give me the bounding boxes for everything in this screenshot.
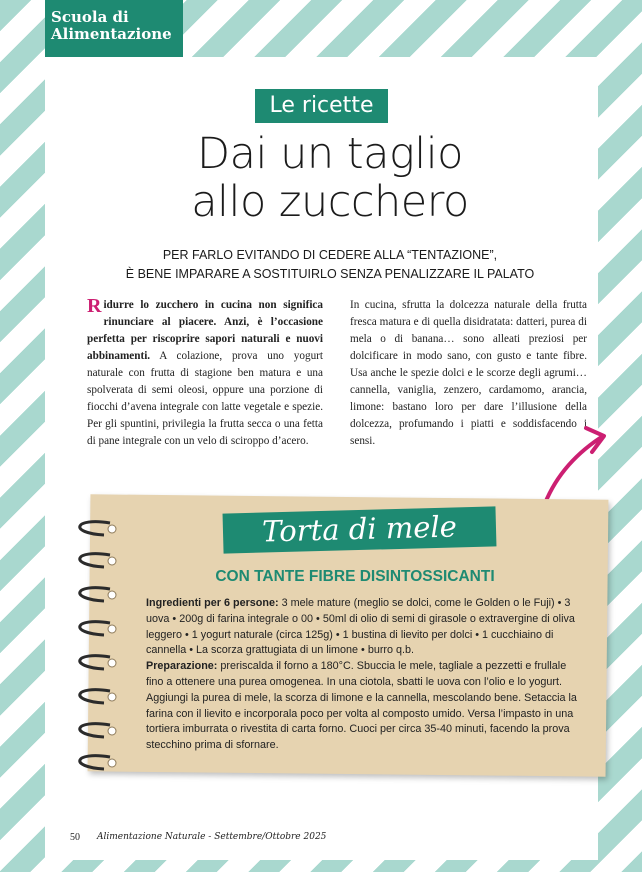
headline-line2: allo zucchero (191, 177, 469, 227)
preparation-label: Preparazione: (146, 660, 218, 673)
standfirst (90, 246, 570, 284)
kicker-label: Le ricette (255, 89, 388, 123)
section-tab-line1: Scuola di (51, 8, 129, 26)
standfirst-line1: PER FARLO EVITANDO DI CEDERE ALLA “TENTAZIONE”, (162, 248, 498, 262)
standfirst-line2: È BENE IMPARARE A SOSTITUIRLO SENZA PENALIZZARE IL PALATO (125, 267, 535, 281)
section-tab (45, 0, 183, 57)
drop-cap: R (87, 295, 102, 317)
section-tab-line2: Alimentazione (51, 25, 172, 43)
headline-line1: Dai un taglio (197, 129, 463, 179)
left-column-body: A colazione, prova uno yogurt naturale con frutta di stagione ben matura e una spolverata di semi oleosi, oppure una porzione di fiocchi d’avena integrale con latte vegetale e spezie. Per gli spuntini, privilegia la frutta secca o una fetta di pane integrale con un velo di sciroppo d’acero. (87, 350, 323, 447)
preparation-text: preriscalda il forno a 180°C. Sbuccia le mele, tagliale a pezzetti e frullale fino a ottenere una purea omogenea. In una ciotola, sbatti le uova con l’olio e lo yogurt. Aggiungi la purea di mele, la scorza di limone e la cannella, mescolando bene. Setaccia la farina con il lievito e incorporala poco per volta al composto umido. Versa l’impasto in una tortiera imburrata o rivestita di carta forno. Cuoci per circa 35-40 minuti, facendo la prova stecchino prima di sfornare. (146, 660, 577, 752)
right-column-body: In cucina, sfrutta la dolcezza naturale della frutta fresca matura e di quella disidratata: datteri, purea di mela o di banana… sono alleati preziosi per dolcificare in modo sano, con gusto e tante fibre. Usa anche le spezie dolci e le scorze degli agrumi… cannella, vaniglia, zenzero, cardamomo, arancia, limone: bastano loro per dare l’illusione della dolcezza, profumando i piatti e soddisfacendo i sensi. (350, 299, 587, 447)
headline (100, 130, 560, 226)
recipe-subtitle: CON TANTE FIBRE DISINTOSSICANTI (215, 568, 495, 585)
spiral-binding-icon (64, 509, 134, 779)
recipe-title: Torta di mele (261, 509, 458, 549)
article-column-left (87, 297, 323, 450)
magazine-issue: Alimentazione Naturale - Settembre/Ottobre 2025 (97, 832, 327, 842)
ingredients-label: Ingredienti per 6 persone: (146, 597, 279, 609)
lead-text: idurre lo zucchero in cucina non significa rinunciare al piacere. Anzi, è l’occasione perfetta per riscoprire sapori naturali e nuovi abbinamenti. (87, 299, 323, 362)
ingredients-text: 3 mele mature (meglio se dolci, come le Golden o le Fuji) • 3 uova • 200g di farina integrale o 00 • 50ml di olio di semi di girasole o extravergine di oliva leggero • 1 yogurt naturale (circa 125g) • 1 bustina di lievito per dolci • 1 cucchiaino di cannella • La scorza grattugiata di un limone • burro q.b. (146, 597, 575, 657)
page-number: 50 (70, 832, 80, 843)
recipe-body (146, 596, 579, 754)
